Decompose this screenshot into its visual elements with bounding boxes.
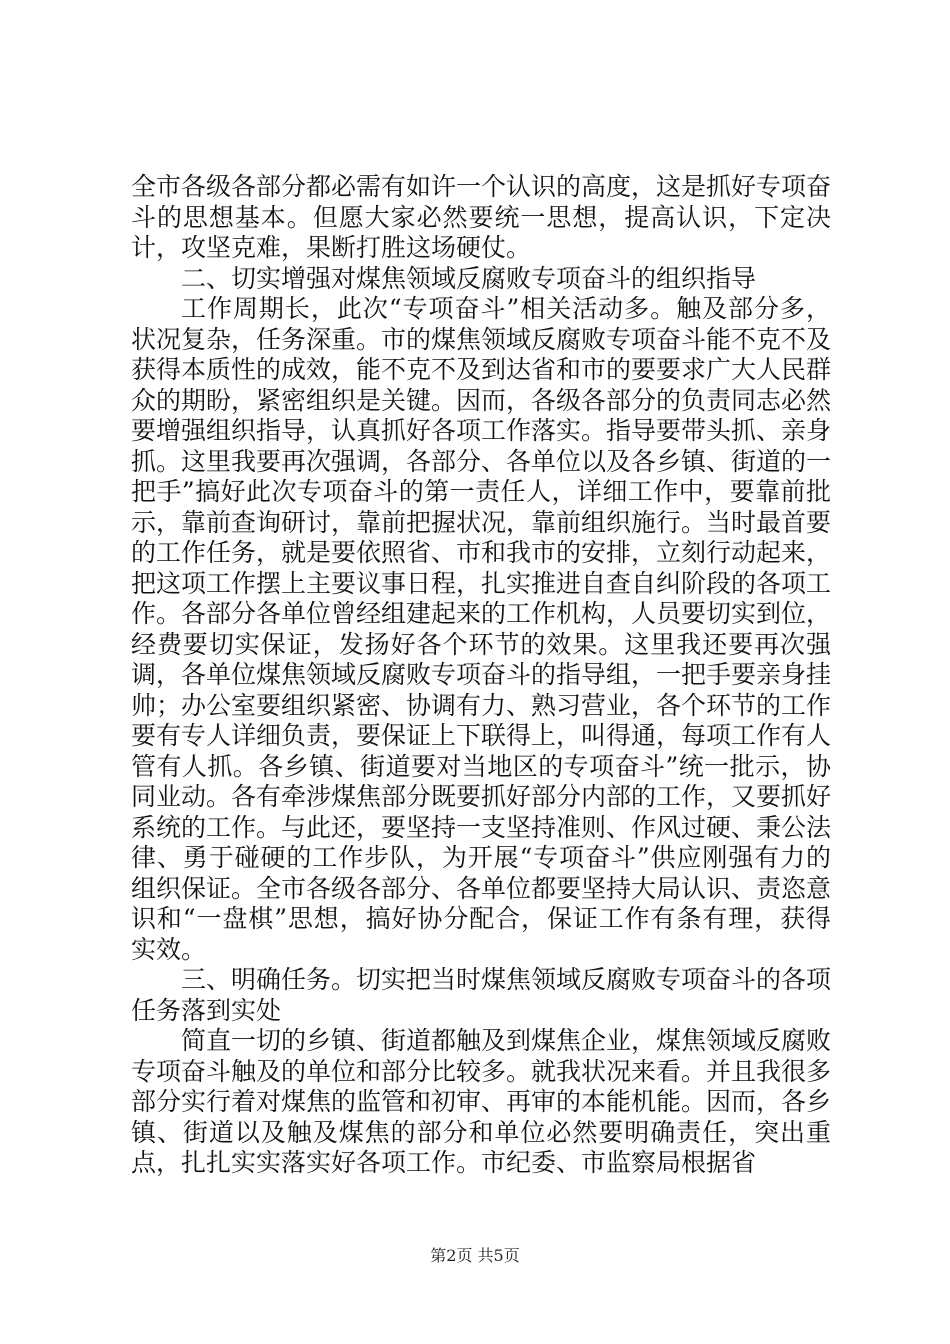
page-footer: 第2页 共5页 (430, 1246, 520, 1265)
paragraph-tasks: 简直一切的乡镇、街道都触及到煤焦企业，煤焦领域反腐败专项奋斗触及的单位和部分比较多。就我状况来看。并且我很多部分实行着对煤焦的监管和初审、再审的本能机能。因而，各乡镇、街道以及触及煤焦的部分和单位必然要明确责任，突出重点，扎扎实实落实好各项工作。市纪委、市监察局根据省 (131, 1026, 832, 1177)
paragraph-organization: 工作周期长，此次“专项奋斗”相关活动多。触及部分多，状况复杂，任务深重。市的煤焦领域反腐败专项奋斗能不克不及获得本质性的成效，能不克不及到达省和市的要要求广大人民群众的期盼，紧密组织是关键。因而，各级各部分的负责同志必然要增强组织指导，认真抓好各项工作落实。指导要带头抓、亲身抓。这里我要再次强调，各部分、各单位以及各乡镇、街道的一把手”搞好此次专项奋斗的第一责任人，详细工作中，要靠前批示，靠前查询研讨，靠前把握状况，靠前组织施行。当时最首要的工作任务，就是要依照省、市和我市的安排，立刻行动起来，把这项工作摆上主要议事日程，扎实推进自查自纠阶段的各项工作。各部分各单位曾经组建起来的工作机构，人员要切实到位，经费要切实保证，发扬好各个环节的效果。这里我还要再次强调，各单位煤焦领域反腐败专项奋斗的指导组，一把手要亲身挂帅；办公室要组织紧密、协调有力、熟习营业，各个环节的工作要有专人详细负责，要保证上下联得上，叫得通，每项工作有人管有人抓。各乡镇、街道要对当地区的专项奋斗”统一批示，协同业动。各有牵涉煤焦部分既要抓好部分内部的工作，又要抓好系统的工作。与此还，要坚持一支坚持准则、作风过硬、秉公法律、勇于碰硬的工作步队，为开展“专项奋斗”供应刚强有力的组织保证。全市各级各部分、各单位都要坚持大局认识、责恣意识和“一盘棋”思想，搞好协分配合，保证工作有条有理，获得实效。 (131, 294, 832, 964)
paragraph-continuation: 全市各级各部分都必需有如许一个认识的高度，这是抓好专项奋斗的思想基本。但愿大家必然要统一思想，提高认识，下定决计，攻坚克难，果断打胜这场硬仗。 (131, 172, 832, 262)
section-heading-three: 三、明确任务。切实把当时煤焦领域反腐败专项奋斗的各项任务落到实处 (131, 965, 832, 1025)
document-body (131, 172, 831, 1179)
section-heading-two: 二、切实增强对煤焦领域反腐败专项奋斗的组织指导 (181, 263, 757, 293)
